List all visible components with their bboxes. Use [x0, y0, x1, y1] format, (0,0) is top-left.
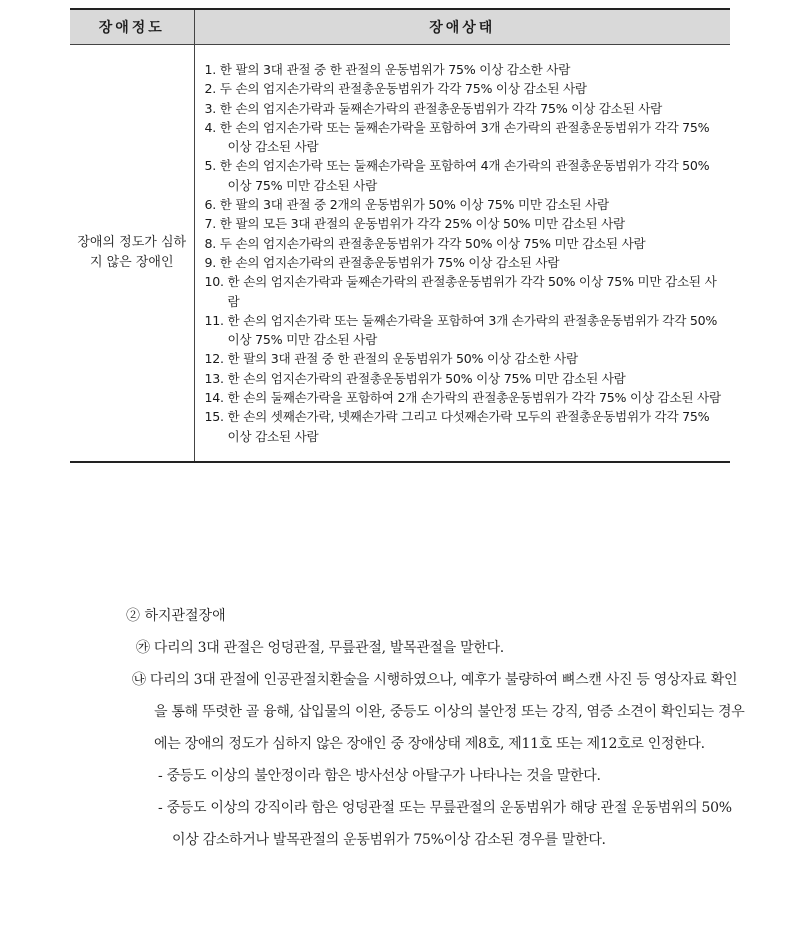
- list-item: 5. 한 손의 엄지손가락 또는 둘째손가락을 포함하여 4개 손가락의 관절총운동범위가 각각 50% 이상 75% 미만 감소된 사람: [204, 158, 710, 193]
- list-item: 9. 한 손의 엄지손가락의 관절총운동범위가 75% 이상 감소된 사람: [204, 254, 560, 270]
- list-item: 4. 한 손의 엄지손가락 또는 둘째손가락을 포함하여 3개 손가락의 관절총운동범위가 각각 75% 이상 감소된 사람: [204, 119, 710, 155]
- list-item: 11. 한 손의 엄지손가락 또는 둘째손가락을 포함하여 3개 손가락의 관절총운동범위가 각각 50% 이상 75% 미만 감소된 사람: [204, 312, 718, 348]
- lower-limb-section: [126, 600, 746, 856]
- list-item: 6. 한 팔의 3대 관절 중 2개의 운동범위가 50% 이상 75% 미만 감소된 사람: [204, 197, 609, 213]
- list-item: 14. 한 손의 둘째손가락을 포함하여 2개 손가락의 관절총운동범위가 각각 75% 이상 감소된 사람: [204, 390, 721, 406]
- category-cell: 장애의 정도가 심하지 않은 장애인: [70, 45, 194, 462]
- status-cell: [194, 45, 730, 462]
- list-item: 2. 두 손의 엄지손가락의 관절총운동범위가 각각 75% 이상 감소된 사람: [204, 81, 587, 97]
- header-disability-degree: 장애정도: [70, 9, 194, 45]
- section-note-instability: - 중등도 이상의 불안정이라 함은 방사선상 아탈구가 나타나는 것을 말한다.: [158, 768, 601, 784]
- disability-criteria-table: [70, 8, 730, 463]
- list-item: 8. 두 손의 엄지손가락의 관절총운동범위가 각각 50% 이상 75% 미만 감소된 사람: [204, 235, 646, 251]
- list-item: 12. 한 팔의 3대 관절 중 한 관절의 운동범위가 50% 이상 감소한 사람: [204, 351, 578, 367]
- list-item: 10. 한 손의 엄지손가락과 둘째손가락의 관절총운동범위가 각각 50% 이상 75% 미만 감소된 사람: [204, 274, 717, 309]
- list-item: 15. 한 손의 셋째손가락, 넷째손가락 그리고 다섯째손가락 모두의 관절총운동범위가 각각 75% 이상 감소된 사람: [204, 409, 710, 444]
- list-item: 7. 한 팔의 모든 3대 관절의 운동범위가 각각 25% 이상 50% 미만 감소된 사람: [204, 216, 625, 232]
- section-paragraph-na: ㉯ 다리의 3대 관절에 인공관절치환술을 시행하였으나, 예후가 불량하여 뼈스캔 사진 등 영상자료 확인을 통해 뚜렷한 골 융해, 삽입물의 이완, 중등도 이상의 불안정 또는 강직, 염증 소견이 확인되는 경우에는 장애의 정도가 심하지 않은 장애인 중 장애상태 제8호, 제11호 또는 제12호로 인정한다.: [132, 672, 745, 752]
- status-list: [195, 45, 731, 461]
- list-item: 13. 한 손의 엄지손가락의 관절총운동범위가 50% 이상 75% 미만 감소된 사람: [204, 370, 626, 386]
- list-item: 3. 한 손의 엄지손가락과 둘째손가락의 관절총운동범위가 각각 75% 이상 감소된 사람: [204, 100, 663, 116]
- section-paragraph-ga: ㉮ 다리의 3대 관절은 엉덩관절, 무릎관절, 발목관절을 말한다.: [136, 640, 504, 656]
- table-header-row: [70, 9, 730, 45]
- list-item: 1. 한 팔의 3대 관절 중 한 관절의 운동범위가 75% 이상 감소한 사람: [204, 62, 571, 77]
- header-disability-status: 장애상태: [194, 9, 730, 45]
- section-title: ② 하지관절장애: [126, 608, 226, 624]
- section-note-stiffness: - 중등도 이상의 강직이라 함은 엉덩관절 또는 무릎관절의 운동범위가 해당 관절 운동범위의 50% 이상 감소하거나 발목관절의 운동범위가 75%이상 감소된 경우를 말한다.: [158, 800, 732, 848]
- table-row: [70, 45, 730, 462]
